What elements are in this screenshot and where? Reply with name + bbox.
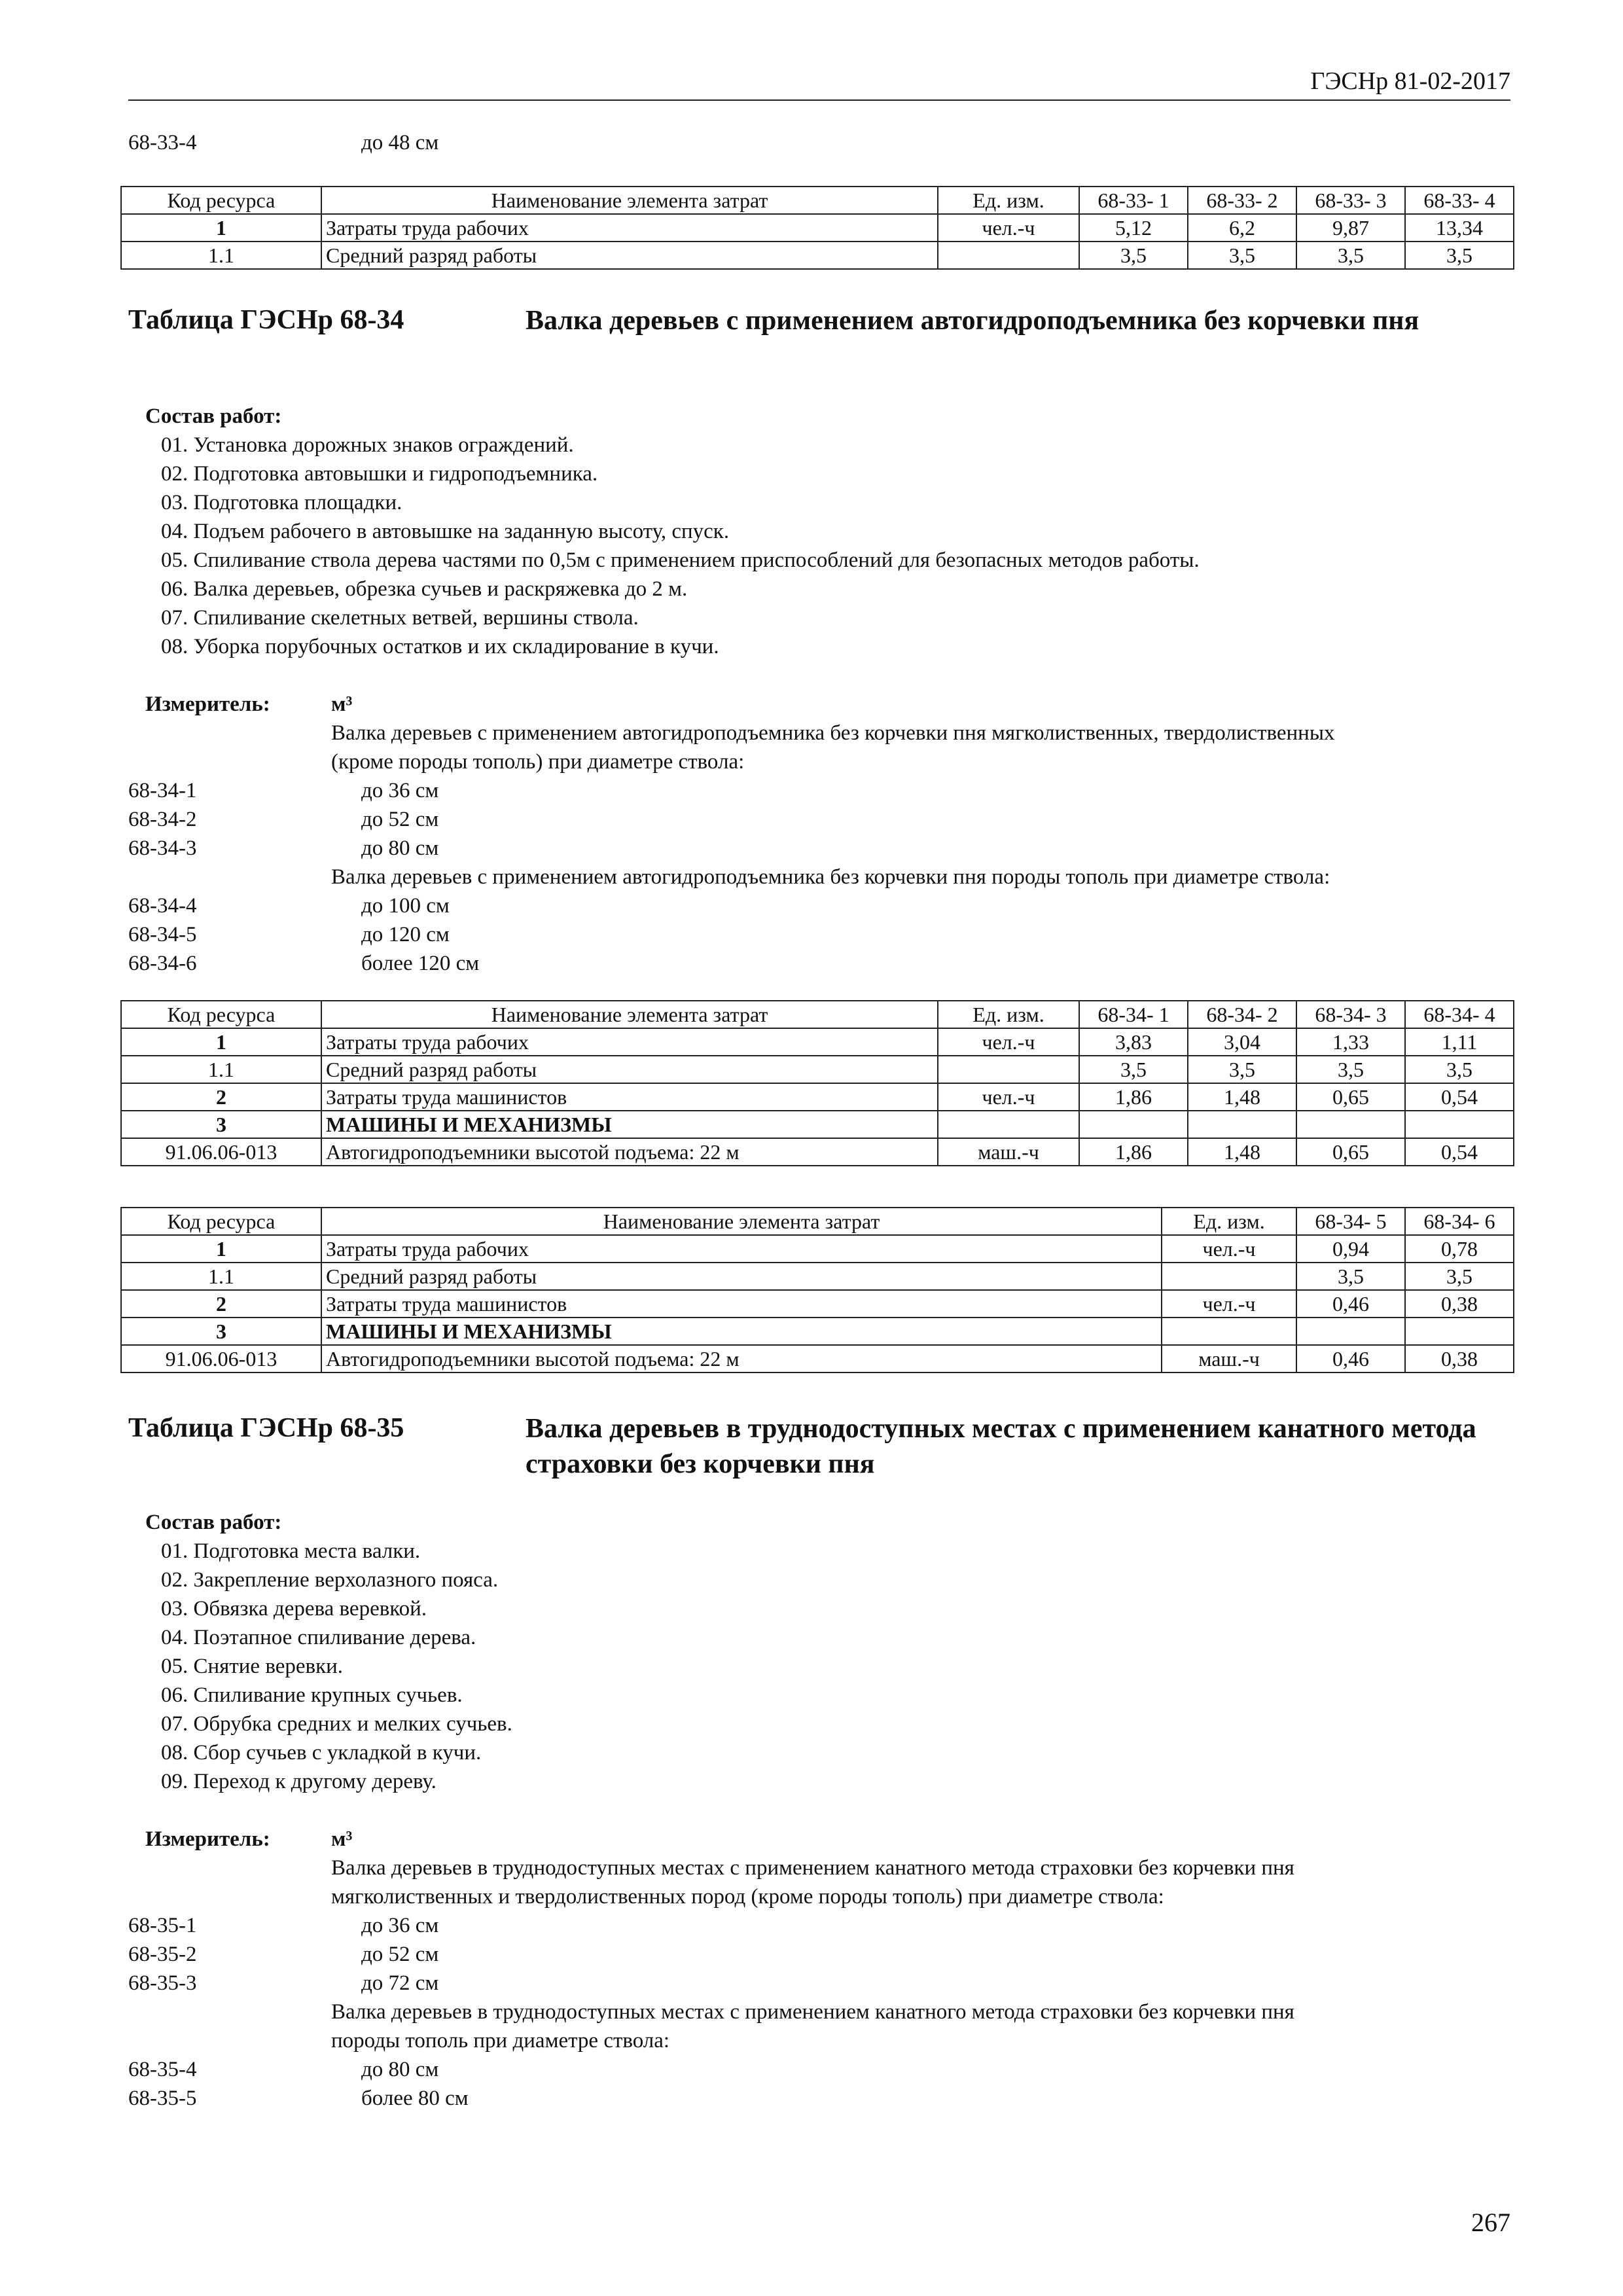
cell-code: 1.1 xyxy=(121,1056,321,1083)
cell-unit xyxy=(938,242,1079,269)
cell-unit: чел.-ч xyxy=(938,1083,1079,1111)
cell-value: 0,65 xyxy=(1296,1083,1405,1111)
item-code: 68-34-1 xyxy=(128,779,197,802)
table-row xyxy=(121,1290,1514,1318)
col-header-code: Код ресурса xyxy=(121,1001,321,1028)
work-step: 07. Обрубка средних и мелких сучьев. xyxy=(161,1712,512,1736)
cell-unit: чел.-ч xyxy=(938,1028,1079,1056)
work-step: 01. Подготовка места валки. xyxy=(161,1539,421,1563)
col-header-value: 68-34- 4 xyxy=(1405,1001,1514,1028)
section-label: Таблица ГЭСНр 68-34 xyxy=(128,305,404,335)
col-header-name: Наименование элемента затрат xyxy=(321,187,938,214)
work-step: 03. Обвязка дерева веревкой. xyxy=(161,1597,427,1621)
work-step: 01. Установка дорожных знаков ограждений. xyxy=(161,433,574,457)
cell-value: 3,5 xyxy=(1188,242,1296,269)
item-text: более 120 см xyxy=(361,952,480,975)
table-header-row xyxy=(121,187,1514,214)
item-code: 68-35-3 xyxy=(128,1971,197,1995)
cell-value: 0,46 xyxy=(1296,1345,1405,1372)
col-header-value: 68-33- 4 xyxy=(1405,187,1514,214)
work-step: 08. Сбор сучьев с укладкой в кучи. xyxy=(161,1741,482,1765)
group-description: (кроме породы тополь) при диаметре ствола: xyxy=(331,750,745,774)
cell-code: 2 xyxy=(121,1290,321,1318)
work-step: 02. Закрепление верхолазного пояса. xyxy=(161,1568,499,1592)
col-header-value: 68-33- 3 xyxy=(1296,187,1405,214)
item-text: более 80 см xyxy=(361,2087,469,2110)
work-step: 08. Уборка порубочных остатков и их складирование в кучи. xyxy=(161,635,719,658)
item-code: 68-33-4 xyxy=(128,131,197,154)
cell-name: Автогидроподъемники высотой подъема: 22 м xyxy=(321,1138,938,1166)
cell-name: МАШИНЫ И МЕХАНИЗМЫ xyxy=(321,1318,1162,1345)
item-code: 68-34-6 xyxy=(128,952,197,975)
item-code: 68-35-2 xyxy=(128,1943,197,1966)
cell-value xyxy=(1079,1111,1188,1138)
item-code: 68-35-4 xyxy=(128,2058,197,2081)
cell-value: 1,48 xyxy=(1188,1083,1296,1111)
cell-name: Затраты труда машинистов xyxy=(321,1083,938,1111)
cell-value: 0,38 xyxy=(1405,1290,1514,1318)
resource-table-68-34-5-6 xyxy=(120,1207,1514,1373)
table-header-row xyxy=(121,1001,1514,1028)
group-description: мягколиственных и твердолиственных пород (кроме породы тополь) при диаметре ствола: xyxy=(331,1885,1164,1909)
cell-unit xyxy=(1162,1318,1296,1345)
cell-value: 3,5 xyxy=(1188,1056,1296,1083)
cell-value: 3,83 xyxy=(1079,1028,1188,1056)
work-step: 05. Спиливание ствола дерева частями по 0,5м с применением приспособлений для безопасных методов работы. xyxy=(161,548,1200,572)
cell-value: 3,5 xyxy=(1079,1056,1188,1083)
col-header-name: Наименование элемента затрат xyxy=(321,1208,1162,1235)
cell-code: 1 xyxy=(121,1235,321,1263)
composition-title: Состав работ: xyxy=(145,1511,282,1534)
running-header xyxy=(128,65,1510,101)
item-text: до 36 см xyxy=(361,1914,439,1937)
cell-value: 3,5 xyxy=(1405,242,1514,269)
cell-unit xyxy=(938,1111,1079,1138)
cell-name: Средний разряд работы xyxy=(321,1056,938,1083)
item-code: 68-35-1 xyxy=(128,1914,197,1937)
col-header-value: 68-33- 1 xyxy=(1079,187,1188,214)
cell-name: Автогидроподъемники высотой подъема: 22 м xyxy=(321,1345,1162,1372)
col-header-code: Код ресурса xyxy=(121,187,321,214)
item-code: 68-34-2 xyxy=(128,808,197,831)
cell-value xyxy=(1405,1318,1514,1345)
cell-value: 3,5 xyxy=(1079,242,1188,269)
table-row xyxy=(121,1083,1514,1111)
item-text: до 48 см xyxy=(361,131,439,154)
cell-value: 1,86 xyxy=(1079,1138,1188,1166)
table-header-row xyxy=(121,1208,1514,1235)
cell-value: 0,38 xyxy=(1405,1345,1514,1372)
work-step: 07. Спиливание скелетных ветвей, вершины ствола. xyxy=(161,606,639,630)
cell-value: 3,5 xyxy=(1405,1056,1514,1083)
cell-name: Средний разряд работы xyxy=(321,242,938,269)
cell-name: МАШИНЫ И МЕХАНИЗМЫ xyxy=(321,1111,938,1138)
cell-code: 1 xyxy=(121,214,321,242)
item-code: 68-34-4 xyxy=(128,894,197,918)
item-text: до 100 см xyxy=(361,894,450,918)
composition-title: Состав работ: xyxy=(145,404,282,428)
group-description: Валка деревьев в труднодоступных местах с применением канатного метода страховки без корчевки пня xyxy=(331,1856,1294,1880)
document-code: ГЭСНр 81-02-2017 xyxy=(1310,67,1510,95)
col-header-unit: Ед. изм. xyxy=(1162,1208,1296,1235)
table-row xyxy=(121,1345,1514,1372)
item-text: до 80 см xyxy=(361,2058,439,2081)
table-row xyxy=(121,242,1514,269)
table-row xyxy=(121,1028,1514,1056)
cell-value: 0,94 xyxy=(1296,1235,1405,1263)
table-row xyxy=(121,1056,1514,1083)
cell-value: 5,12 xyxy=(1079,214,1188,242)
cell-value: 1,11 xyxy=(1405,1028,1514,1056)
resource-table-68-34-1-4 xyxy=(120,1000,1514,1166)
cell-unit: маш.-ч xyxy=(938,1138,1079,1166)
cell-value: 9,87 xyxy=(1296,214,1405,242)
cell-value: 3,5 xyxy=(1296,242,1405,269)
cell-value xyxy=(1296,1318,1405,1345)
cell-value xyxy=(1188,1111,1296,1138)
work-step: 04. Поэтапное спиливание дерева. xyxy=(161,1626,476,1649)
cell-value: 6,2 xyxy=(1188,214,1296,242)
cell-value: 3,5 xyxy=(1296,1263,1405,1290)
cell-unit: маш.-ч xyxy=(1162,1345,1296,1372)
cell-unit xyxy=(938,1056,1079,1083)
table-row xyxy=(121,1138,1514,1166)
cell-code: 2 xyxy=(121,1083,321,1111)
cell-code: 1 xyxy=(121,1028,321,1056)
cell-name: Средний разряд работы xyxy=(321,1263,1162,1290)
group-description: Валка деревьев с применением автогидроподъемника без корчевки пня мягколиственных, твердолиственных xyxy=(331,721,1335,745)
cell-name: Затраты труда рабочих xyxy=(321,214,938,242)
cell-value: 3,5 xyxy=(1296,1056,1405,1083)
measure-label: Измеритель: xyxy=(145,1827,270,1851)
cell-name: Затраты труда машинистов xyxy=(321,1290,1162,1318)
cell-name: Затраты труда рабочих xyxy=(321,1235,1162,1263)
item-code: 68-34-5 xyxy=(128,923,197,946)
item-text: до 80 см xyxy=(361,836,439,860)
cell-code: 91.06.06-013 xyxy=(121,1345,321,1372)
section-title: Валка деревьев в труднодоступных местах с применением канатного метода страховки без корчевки пня xyxy=(526,1414,1476,1479)
measure-unit: м³ xyxy=(331,1827,353,1851)
work-step: 04. Подъем рабочего в автовышке на заданную высоту, спуск. xyxy=(161,520,730,543)
cell-unit: чел.-ч xyxy=(1162,1290,1296,1318)
group-description: породы тополь при диаметре ствола: xyxy=(331,2029,670,2053)
cell-value: 0,54 xyxy=(1405,1083,1514,1111)
col-header-unit: Ед. изм. xyxy=(938,1001,1079,1028)
group-description: Валка деревьев с применением автогидроподъемника без корчевки пня породы тополь при диаметре ствола: xyxy=(331,865,1330,889)
cell-value xyxy=(1296,1111,1405,1138)
table-row xyxy=(121,1235,1514,1263)
cell-code: 91.06.06-013 xyxy=(121,1138,321,1166)
cell-value: 0,65 xyxy=(1296,1138,1405,1166)
table-row xyxy=(121,214,1514,242)
cell-value: 3,5 xyxy=(1405,1263,1514,1290)
work-step: 02. Подготовка автовышки и гидроподъемника. xyxy=(161,462,598,486)
col-header-value: 68-33- 2 xyxy=(1188,187,1296,214)
cell-value: 3,04 xyxy=(1188,1028,1296,1056)
cell-unit: чел.-ч xyxy=(938,214,1079,242)
resource-table-68-33 xyxy=(120,186,1514,270)
group-description: Валка деревьев в труднодоступных местах с применением канатного метода страховки без корчевки пня xyxy=(331,2000,1294,2024)
col-header-value: 68-34- 2 xyxy=(1188,1001,1296,1028)
cell-name: Затраты труда рабочих xyxy=(321,1028,938,1056)
item-text: до 36 см xyxy=(361,779,439,802)
work-step: 09. Переход к другому дереву. xyxy=(161,1770,437,1793)
section-label: Таблица ГЭСНр 68-35 xyxy=(128,1413,404,1443)
table-row xyxy=(121,1263,1514,1290)
section-title: Валка деревьев с применением автогидроподъемника без корчевки пня xyxy=(526,306,1419,336)
cell-code: 3 xyxy=(121,1111,321,1138)
cell-value: 1,33 xyxy=(1296,1028,1405,1056)
cell-value: 1,86 xyxy=(1079,1083,1188,1111)
cell-value: 1,48 xyxy=(1188,1138,1296,1166)
col-header-value: 68-34- 1 xyxy=(1079,1001,1188,1028)
cell-value: 0,54 xyxy=(1405,1138,1514,1166)
work-step: 05. Снятие веревки. xyxy=(161,1655,344,1678)
item-text: до 52 см xyxy=(361,808,439,831)
col-header-value: 68-34- 5 xyxy=(1296,1208,1405,1235)
cell-unit xyxy=(1162,1263,1296,1290)
page-number: 267 xyxy=(1471,2208,1510,2237)
cell-value xyxy=(1405,1111,1514,1138)
col-header-value: 68-34- 6 xyxy=(1405,1208,1514,1235)
cell-code: 1.1 xyxy=(121,1263,321,1290)
col-header-code: Код ресурса xyxy=(121,1208,321,1235)
item-code: 68-34-3 xyxy=(128,836,197,860)
work-step: 06. Спиливание крупных сучьев. xyxy=(161,1683,463,1707)
cell-code: 1.1 xyxy=(121,242,321,269)
work-step: 03. Подготовка площадки. xyxy=(161,491,402,514)
cell-value: 0,78 xyxy=(1405,1235,1514,1263)
col-header-unit: Ед. изм. xyxy=(938,187,1079,214)
cell-value: 0,46 xyxy=(1296,1290,1405,1318)
measure-unit: м³ xyxy=(331,692,353,716)
cell-code: 3 xyxy=(121,1318,321,1345)
item-text: до 52 см xyxy=(361,1943,439,1966)
measure-label: Измеритель: xyxy=(145,692,270,716)
work-step: 06. Валка деревьев, обрезка сучьев и раскряжевка до 2 м. xyxy=(161,577,688,601)
item-code: 68-35-5 xyxy=(128,2087,197,2110)
item-text: до 120 см xyxy=(361,923,450,946)
cell-unit: чел.-ч xyxy=(1162,1235,1296,1263)
cell-value: 13,34 xyxy=(1405,214,1514,242)
table-row xyxy=(121,1318,1514,1345)
col-header-value: 68-34- 3 xyxy=(1296,1001,1405,1028)
table-row xyxy=(121,1111,1514,1138)
item-text: до 72 см xyxy=(361,1971,439,1995)
col-header-name: Наименование элемента затрат xyxy=(321,1001,938,1028)
